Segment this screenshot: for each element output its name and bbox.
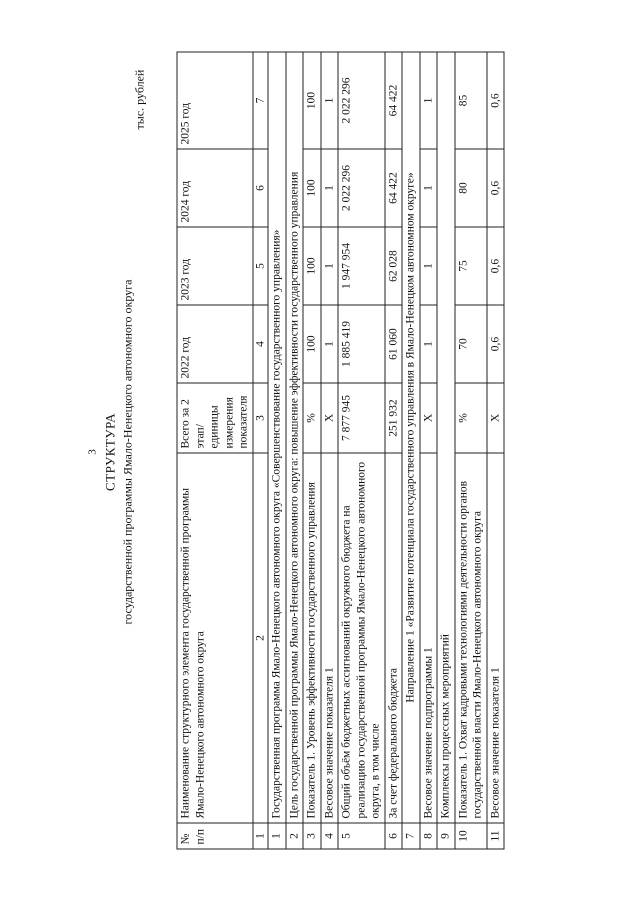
column-number: 6 (253, 149, 269, 227)
row-name: Общий объём бюджетных ассигнований окружного бюджета на реализацию государственной программы Ямало-Ненецкого автономного округа, в том числе (338, 453, 385, 823)
column-number: 3 (253, 383, 269, 453)
document-page (1, 0, 640, 905)
row-index: 2 (286, 823, 304, 849)
cell-y2023: 1 947 954 (338, 227, 385, 305)
table-row (303, 52, 321, 849)
cell-total: % (303, 383, 321, 453)
header-2025: 2025 год (177, 52, 253, 149)
cell-y2022: 61 060 (385, 305, 403, 383)
cell-y2022: 70 (455, 305, 487, 383)
table-row (402, 52, 420, 849)
row-index: 10 (455, 823, 487, 849)
row-name: За счет федерального бюджета (385, 453, 403, 823)
cell-total: % (455, 383, 487, 453)
cell-y2023: 1 (420, 227, 438, 305)
cell-y2025: 1 (420, 52, 438, 149)
cell-y2024: 0,6 (487, 149, 505, 227)
cell-total: Х (420, 383, 438, 453)
header-2024: 2024 год (177, 149, 253, 227)
column-number: 7 (253, 52, 269, 149)
row-index: 9 (437, 823, 455, 849)
document-title: СТРУКТУРА (102, 413, 118, 491)
cell-y2025: 85 (455, 52, 487, 149)
row-index: 8 (420, 823, 438, 849)
column-number-row (253, 52, 269, 849)
cell-total: Х (487, 383, 505, 453)
table-row (437, 52, 455, 849)
cell-y2023: 100 (303, 227, 321, 305)
header-name: Наименование структурного элемента государственной программы Ямало-Ненецкого автономного округа (177, 453, 253, 823)
cell-y2023: 75 (455, 227, 487, 305)
structure-table (177, 52, 505, 850)
header-2023: 2023 год (177, 227, 253, 305)
section-heading: Направление 1 «Развитие потенциала государственного управления в Ямало-Ненецком автономном округе» (402, 52, 420, 823)
cell-y2022: 0,6 (487, 305, 505, 383)
column-number: 4 (253, 305, 269, 383)
page-number: 3 (86, 449, 99, 455)
cell-y2024: 2 022 296 (338, 149, 385, 227)
row-index: 11 (487, 823, 505, 849)
units-label: тыс. рублей (132, 69, 147, 130)
row-name: Весовое значение показателя 1 (321, 453, 339, 823)
header-total: Всего за 2 этап/ единицы измерения показателя (177, 383, 253, 453)
row-index: 1 (268, 823, 286, 849)
cell-y2023: 0,6 (487, 227, 505, 305)
cell-y2024: 80 (455, 149, 487, 227)
row-name: Показатель 1. Уровень эффективности государственного управления (303, 453, 321, 823)
row-index: 5 (338, 823, 385, 849)
cell-y2024: 64 422 (385, 149, 403, 227)
row-index: 3 (303, 823, 321, 849)
section-heading: Цель государственной программы Ямало-Ненецкого автономного округа: повышение эффективности государственного управления (286, 52, 304, 823)
table-row (338, 52, 385, 849)
table-row (286, 52, 304, 849)
document-subtitle: государственной программы Ямало-Ненецкого автономного округа (120, 279, 135, 625)
cell-y2022: 1 (420, 305, 438, 383)
cell-y2025: 1 (321, 52, 339, 149)
cell-y2022: 100 (303, 305, 321, 383)
table-body (268, 52, 504, 849)
row-name: Весовое значение подпрограммы 1 (420, 453, 438, 823)
cell-y2024: 1 (420, 149, 438, 227)
cell-y2025: 2 022 296 (338, 52, 385, 149)
cell-y2025: 64 422 (385, 52, 403, 149)
table-row (385, 52, 403, 849)
cell-y2023: 1 (321, 227, 339, 305)
column-number: 2 (253, 453, 269, 823)
table-row (487, 52, 505, 849)
section-heading: Государственная программа Ямало-Ненецкого автономного округа «Совершенствование государственного управления» (268, 52, 286, 823)
cell-y2025: 100 (303, 52, 321, 149)
cell-total: Х (321, 383, 339, 453)
header-row (177, 52, 253, 849)
cell-y2022: 1 885 419 (338, 305, 385, 383)
cell-total: 251 932 (385, 383, 403, 453)
row-index: 6 (385, 823, 403, 849)
table-row (268, 52, 286, 849)
cell-y2022: 1 (321, 305, 339, 383)
table-row (420, 52, 438, 849)
header-2022: 2022 год (177, 305, 253, 383)
column-number: 5 (253, 227, 269, 305)
row-name: Весовое значение показателя 1 (487, 453, 505, 823)
cell-y2023: 62 028 (385, 227, 403, 305)
row-index: 7 (402, 823, 420, 849)
header-index: № п/п (177, 823, 253, 849)
section-heading: Комплексы процессных мероприятий (437, 52, 455, 823)
table-row (455, 52, 487, 849)
cell-y2024: 100 (303, 149, 321, 227)
table-row (321, 52, 339, 849)
cell-total: 7 877 945 (338, 383, 385, 453)
cell-y2025: 0,6 (487, 52, 505, 149)
cell-y2024: 1 (321, 149, 339, 227)
row-index: 4 (321, 823, 339, 849)
column-number: 1 (253, 823, 269, 849)
row-name: Показатель 1. Охват кадровыми технологиями деятельности органов государственной власти Ямало-Ненецкого автономного округа (455, 453, 487, 823)
